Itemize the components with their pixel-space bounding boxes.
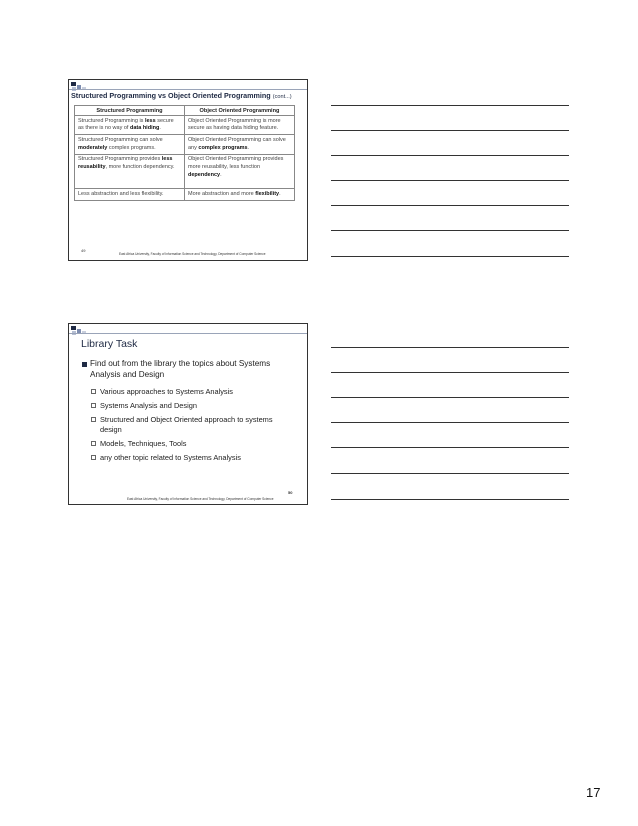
slide-title: Structured Programming vs Object Oriented Programming (cont...) (71, 91, 292, 100)
comparison-table (74, 105, 295, 201)
cell-oop: Object Oriented Programming can solve any complex programs. (185, 135, 295, 154)
table-row (75, 154, 295, 189)
notes-line (331, 372, 569, 373)
slide-footer: East Africa University, Faculty of Information Science and Technology, Department of Computer Science (119, 252, 266, 256)
title-rule (69, 89, 307, 90)
sub-item: Various approaches to Systems Analysis (91, 387, 296, 397)
table-row (75, 135, 295, 154)
cell-oop: Object Oriented Programming is more secure as having data hiding feature. (185, 116, 295, 135)
notes-line (331, 180, 569, 181)
page-number: 17 (586, 785, 601, 800)
cell-structured: Structured Programming can solve moderately complex programs. (75, 135, 185, 154)
notes-line (331, 105, 569, 106)
slide-title: Library Task (81, 338, 138, 350)
cell-oop: More abstraction and more flexibility. (185, 189, 295, 201)
cell-structured: Structured Programming is less secure as there is no way of data hiding. (75, 116, 185, 135)
cell-structured: Less abstraction and less flexibility. (75, 189, 185, 201)
sub-item: Structured and Object Oriented approach to systems design (91, 415, 296, 434)
checkbox-bullet-icon (91, 417, 96, 422)
notes-line (331, 205, 569, 206)
slide-decoration (71, 326, 95, 336)
notes-line (331, 230, 569, 231)
table-row (75, 189, 295, 201)
notes-line (331, 422, 569, 423)
sub-item: Systems Analysis and Design (91, 401, 296, 411)
notes-line (331, 130, 569, 131)
cell-structured: Structured Programming provides less reusability, more function dependency. (75, 154, 185, 189)
checkbox-bullet-icon (91, 389, 96, 394)
slide-50 (68, 323, 308, 505)
slide-footer: East Africa University, Faculty of Information Science and Technology, Department of Computer Science (127, 497, 274, 501)
title-rule (69, 333, 307, 334)
notes-line (331, 473, 569, 474)
notes-line (331, 499, 569, 500)
slide-49 (68, 79, 308, 261)
slide-page-number: 49 (81, 248, 86, 253)
checkbox-bullet-icon (91, 403, 96, 408)
notes-line (331, 397, 569, 398)
checkbox-bullet-icon (91, 455, 96, 460)
notes-line (331, 447, 569, 448)
notes-line (331, 256, 569, 257)
slide-page-number: 50 (288, 490, 293, 495)
table-row (75, 116, 295, 135)
header-oop: Object Oriented Programming (185, 106, 295, 116)
checkbox-bullet-icon (91, 441, 96, 446)
main-bullet: Find out from the library the topics about Systems Analysis and Design (82, 359, 297, 380)
header-structured: Structured Programming (75, 106, 185, 116)
notes-line (331, 155, 569, 156)
sub-item: any other topic related to Systems Analysis (91, 453, 296, 463)
bullet-square-icon (82, 362, 87, 367)
notes-line (331, 347, 569, 348)
cell-oop: Object Oriented Programming provides more reusability, less function dependency. (185, 154, 295, 189)
sub-item: Models, Techniques, Tools (91, 439, 296, 449)
